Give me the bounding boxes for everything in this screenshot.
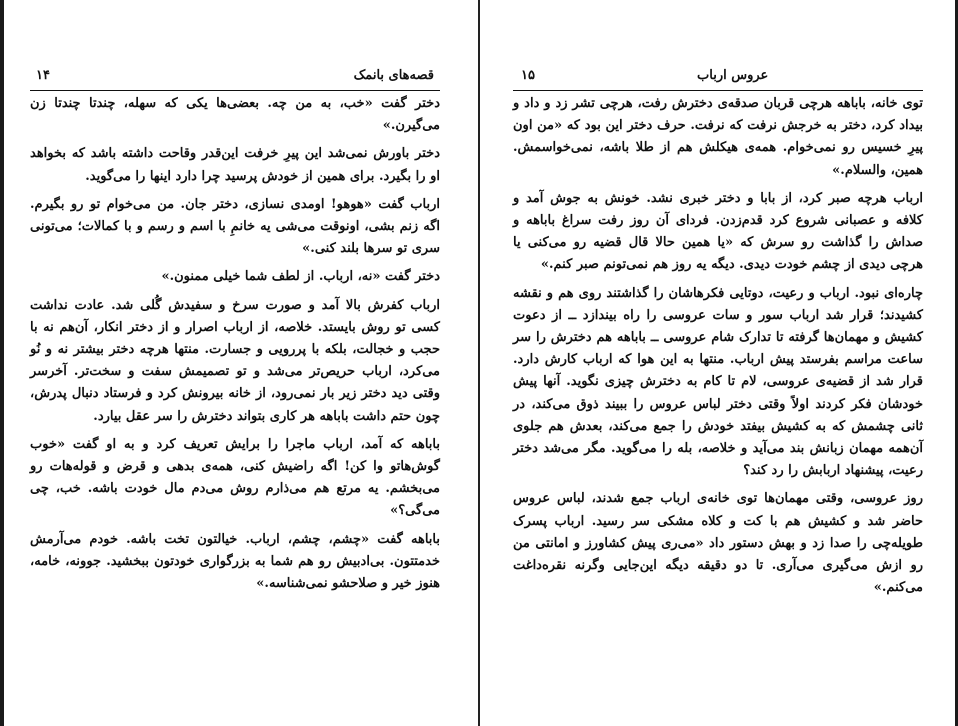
right-page-body xyxy=(513,91,923,599)
running-title: عروس ارباب xyxy=(697,68,769,83)
left-book-edge xyxy=(0,0,4,726)
paragraph: چاره‌ای نبود. ارباب و رعیت، دوتایی فکرهاشان را گذاشتند روی هم و نقشه کشیدند؛ قرار شد ارباب سور و سات عروسی را راه بیندازد ــ از دعوت کشیش و مهمان‌ها گرفته تا تدارک شام عروسی ــ باباهه هم دخترش را سر ساعت مراسم بفرستد پیش ارباب. منتها به این هوا که ارباب کارش دارد. قرار شد از قضیه‌ی عروسی، لام تا کام به دخترش چیزی نگوید. آنها پیش خودشان فکر کردند اولاً وقتی دختر لباس عروس را ببیند ذوق می‌کند، در ثانی چشمش که به کشیش بیفتد خودش را جمع می‌کند، بعدش هم جلوی آن‌همه مهمان زبانش بند می‌آید و خلاصه، بله را می‌گوید. مگر می‌شد دختر رعیت، پیشنهاد اربابش را رد کند؟ xyxy=(513,285,923,479)
left-page-header xyxy=(30,66,440,91)
paragraph: دختر باورش نمی‌شد این پیرِ خرفت این‌قدر وقاحت داشته باشد که بخواهد او را بگیرد. برای همین از خودش پرسید چرا دارد اینها را می‌گوید. xyxy=(30,146,440,184)
page-number: ۱۵ xyxy=(521,68,535,83)
right-page xyxy=(513,66,923,706)
paragraph: دختر گفت «نه، ارباب. از لطف شما خیلی ممنون.» xyxy=(161,269,440,285)
paragraph: دختر گفت «خب، به من چه. بعضی‌ها یکی که سهله، چندتا چندتا زن می‌گیرن.» xyxy=(30,96,440,134)
left-page xyxy=(30,66,440,706)
paragraph: ارباب گفت «هوهو! اومدی نسازی، دختر جان. من می‌خوام تو رو بگیرم. اگه زنم بشی، اونوقت می‌شی یه خانمِ با اسم و رسم و با کمالات؛ می‌تونی سری تو سرها بلند کنی.» xyxy=(30,196,440,257)
left-page-body xyxy=(30,91,440,595)
paragraph: باباهه که آمد، ارباب ماجرا را برایش تعریف کرد و به او گفت «خوب گوش‌هاتو وا کن! اگه راضیش کنی، همه‌ی بدهی و قرض و قوله‌هات رو می‌بخشم. یه مرتع هم می‌ذارم روش می‌دم مال خودت باشه. خب، چی می‌گی؟» xyxy=(30,436,440,519)
paragraph: ارباب کفرش بالا آمد و صورت سرخ و سفیدش گُلی شد. عادت نداشت کسی تو روش بایستد. خلاصه، از ارباب اصرار و از دختر انکار، آن‌هم نه با حجب و خجالت، بلکه با پررویی و جسارت. منتها هرچه دختر بیشتر نه و نُو می‌کرد، ارباب حریص‌تر می‌شد و تو تصمیمش سفت و سخت‌تر. آخرسر وقتی دید دختر زیر بار نمی‌رود، از خانه بیرونش کرد و فرستاد دنبال پدرش، چون حتم داشت باباهه هر کاری بتواند دخترش را سر عقل بیارد. xyxy=(30,297,440,424)
paragraph: روز عروسی، وقتی مهمان‌ها توی خانه‌ی ارباب جمع شدند، لباس عروس حاضر شد و کشیش هم با کت و کلاه مشکی سر رسید. ارباب پسرک طویله‌چی را صدا زد و بهش دستور داد «می‌ری پیش کشاورز و امانتی من رو ازش می‌گیری می‌آری. تا دو دقیقه دیگه این‌جایی وگرنه نقره‌داغت می‌کنم.» xyxy=(513,491,923,596)
book-gutter xyxy=(478,0,480,726)
running-title: قصه‌های بانمک xyxy=(353,68,434,83)
paragraph: ارباب هرچه صبر کرد، از بابا و دختر خبری نشد. خونش به جوش آمد و کلافه و عصبانی شروع کرد قدم‌زدن. فردای آن روز رفت سراغ باباهه و صداش را گذاشت رو سرش که «یا همین حالا قال قضیه رو می‌کنی یا هرچی دیدی از چشم خودت دیدی. دیگه یه روز هم نمی‌تونم صبر کنم.» xyxy=(513,190,923,273)
paragraph: باباهه گفت «چشم، چشم، ارباب. خیالتون تخت باشه. خودم می‌آرمش خدمتتون. بی‌ادبیش رو هم شما به بزرگواری خودتون ببخشید. جوونه، خامه، هنوز خیر و صلاحشو نمی‌شناسه.» xyxy=(30,531,440,592)
right-page-header xyxy=(513,66,923,91)
paragraph: توی خانه، باباهه هرچی قربان صدقه‌ی دخترش رفت، هرچی تشر زد و داد و بیداد کرد، دختر به خرجش نرفت که نرفت. حرف دختر این بود که «من اون پیرِ خسیس رو نمی‌خوام. همه‌ی هیکلش هم از طلا باشه، نمی‌خواسمش. همین، والسلام.» xyxy=(513,96,923,178)
page-number: ۱۴ xyxy=(36,68,50,83)
